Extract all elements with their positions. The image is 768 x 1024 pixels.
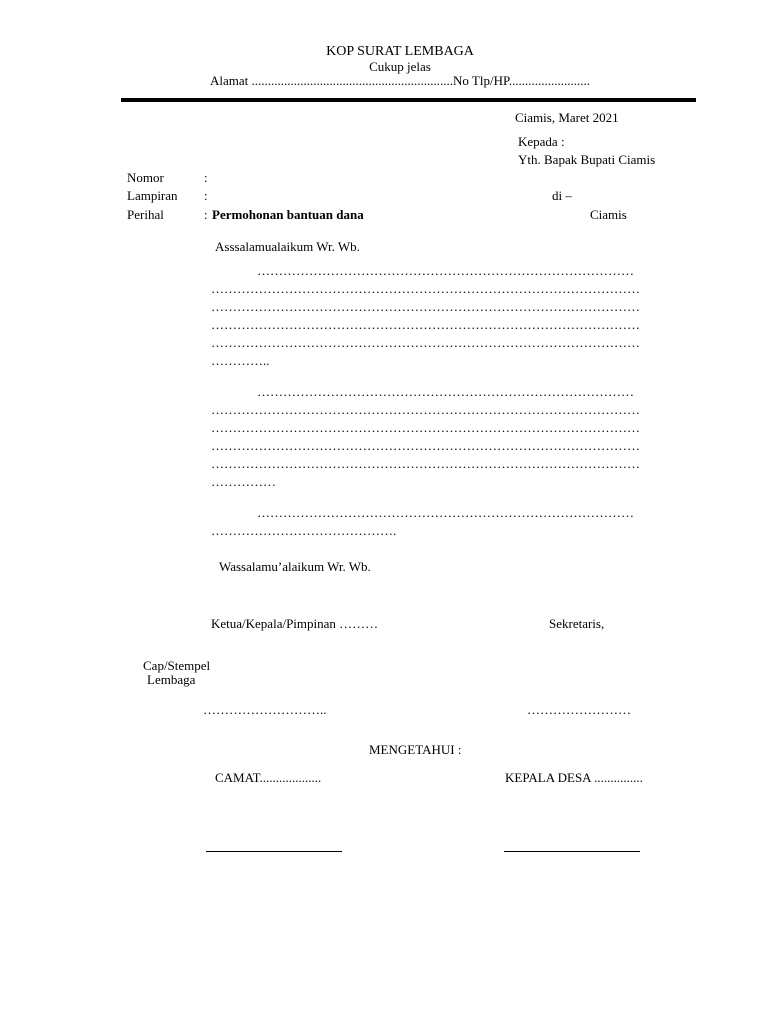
letterhead-org-name: KOP SURAT LEMBAGA <box>326 44 474 59</box>
sekretaris-name-dots: …………………… <box>527 702 631 717</box>
p2-line-4: ……………………………………………………………………………………… <box>211 438 640 453</box>
p1-line-4: ……………………………………………………………………………………… <box>211 317 640 332</box>
closing: Wassalamu’alaikum Wr. Wb. <box>219 559 371 574</box>
kepala-desa-label: KEPALA DESA ............... <box>505 770 643 785</box>
stamp-label-1: Cap/Stempel <box>143 658 211 673</box>
p2-line-5: ……………………………………………………………………………………… <box>211 456 640 471</box>
lampiran-colon: : <box>204 188 208 203</box>
perihal-label: Perihal <box>127 207 164 222</box>
sekretaris-title: Sekretaris, <box>549 616 605 631</box>
nomor-label: Nomor <box>127 170 164 185</box>
mengetahui-title: MENGETAHUI : <box>369 742 462 757</box>
letter-date: Ciamis, Maret 2021 <box>515 110 619 125</box>
p1-line-1: …………………………………………………………………………… <box>257 263 634 278</box>
ketua-title: Ketua/Kepala/Pimpinan ……… <box>211 616 379 631</box>
lampiran-label: Lampiran <box>127 188 178 203</box>
perihal-colon: : <box>204 207 208 222</box>
greeting: Asssalamualaikum Wr. Wb. <box>215 239 360 254</box>
p2-line-1: …………………………………………………………………………… <box>257 384 634 399</box>
nomor-colon: : <box>204 170 208 185</box>
p1-line-5: ……………………………………………………………………………………… <box>211 335 640 350</box>
letterhead-address: Alamat ..............................................................No Tlp/HP......................... <box>209 73 590 88</box>
p2-line-3: ……………………………………………………………………………………… <box>211 420 640 435</box>
recipient-place: Ciamis <box>590 207 627 222</box>
recipient-di: di – <box>552 188 572 203</box>
letterhead-note: Cukup jelas <box>369 59 431 74</box>
kepala-desa-signature-line <box>504 851 640 852</box>
p2-line-6: …………… <box>211 474 276 489</box>
recipient-name: Yth. Bapak Bupati Ciamis <box>518 152 656 167</box>
recipient-kepada: Kepada : <box>518 134 565 149</box>
p1-line-3: ……………………………………………………………………………………… <box>211 299 640 314</box>
ketua-name-dots: ……………………….. <box>203 702 327 717</box>
camat-signature-line <box>206 851 342 852</box>
p3-line-2: ……………………………………. <box>211 523 397 538</box>
perihal-value: Permohonan bantuan dana <box>212 207 364 222</box>
stamp-label-2: Lembaga <box>147 672 196 687</box>
camat-label: CAMAT................... <box>215 770 322 785</box>
letterhead-divider <box>121 98 696 102</box>
p2-line-2: ……………………………………………………………………………………… <box>211 402 640 417</box>
p3-line-1: …………………………………………………………………………… <box>257 505 634 520</box>
p1-line-2: ……………………………………………………………………………………… <box>211 281 640 296</box>
p1-line-6: ………….. <box>211 353 270 368</box>
